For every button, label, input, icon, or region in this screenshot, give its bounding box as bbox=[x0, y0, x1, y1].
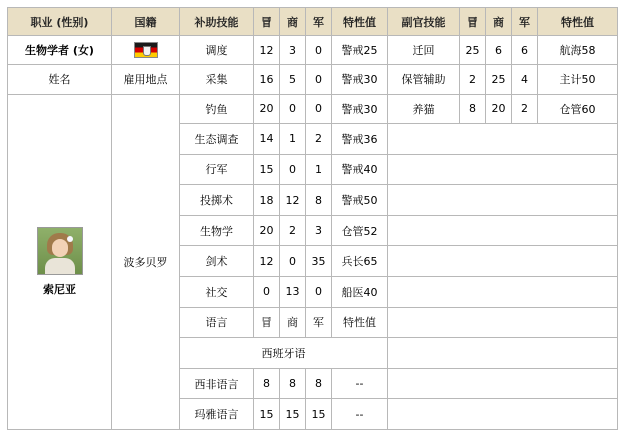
officer-skill-mil: 2 bbox=[512, 94, 538, 124]
aux-skill-mil: 0 bbox=[306, 277, 332, 308]
officer-skill-mil: 4 bbox=[512, 64, 538, 94]
aux-skill-name: 生物学 bbox=[180, 215, 254, 246]
aux-skill-adv: 20 bbox=[254, 215, 280, 246]
language-header-trait: 特性值 bbox=[332, 307, 388, 338]
language-header-name: 语言 bbox=[180, 307, 254, 338]
table-row bbox=[8, 36, 618, 64]
header-aux-skill: 补助技能 bbox=[180, 8, 254, 36]
aux-skill-name: 生态调查 bbox=[180, 124, 254, 155]
aux-skill-trade: 1 bbox=[280, 124, 306, 155]
aux-skill-trade: 0 bbox=[280, 94, 306, 124]
aux-skill-name: 社交 bbox=[180, 277, 254, 308]
empty-officer-cell bbox=[388, 338, 618, 369]
empty-officer-cell bbox=[388, 277, 618, 308]
character-name: 索尼亚 bbox=[43, 282, 76, 296]
header-row bbox=[8, 8, 618, 36]
officer-skill-adv: 8 bbox=[460, 94, 486, 124]
language-name: 西非语言 bbox=[180, 368, 254, 399]
header-trade: 商 bbox=[280, 8, 306, 36]
officer-skill-adv: 2 bbox=[460, 64, 486, 94]
aux-skill-name: 调度 bbox=[180, 36, 254, 64]
empty-officer-cell bbox=[388, 368, 618, 399]
table-row bbox=[8, 94, 618, 124]
aux-skill-mil: 2 bbox=[306, 124, 332, 155]
empty-officer-cell bbox=[388, 246, 618, 277]
aux-skill-trade: 2 bbox=[280, 215, 306, 246]
language-header-mil: 军 bbox=[306, 307, 332, 338]
header-nationality: 国籍 bbox=[112, 8, 180, 36]
aux-skill-name: 采集 bbox=[180, 64, 254, 94]
name-label: 姓名 bbox=[8, 64, 112, 94]
empty-officer-cell bbox=[388, 124, 618, 155]
character-skill-table bbox=[7, 7, 618, 430]
hire-place-value: 波多贝罗 bbox=[112, 94, 180, 430]
portrait-icon bbox=[37, 227, 83, 275]
header-profession: 职业 (性别) bbox=[8, 8, 112, 36]
aux-skill-adv: 15 bbox=[254, 154, 280, 185]
officer-skill-trade: 25 bbox=[486, 64, 512, 94]
empty-officer-cell bbox=[388, 154, 618, 185]
nationality-value bbox=[112, 36, 180, 64]
aux-skill-mil: 8 bbox=[306, 185, 332, 216]
aux-skill-trade: 0 bbox=[280, 154, 306, 185]
header-trait-2: 特性值 bbox=[538, 8, 618, 36]
aux-skill-mil: 1 bbox=[306, 154, 332, 185]
header-military: 军 bbox=[306, 8, 332, 36]
officer-skill-trait: 主计50 bbox=[538, 64, 618, 94]
language-adv: 8 bbox=[254, 368, 280, 399]
aux-skill-adv: 14 bbox=[254, 124, 280, 155]
aux-skill-trait: 警戒36 bbox=[332, 124, 388, 155]
flag-emblem bbox=[143, 46, 151, 56]
language-name: 玛雅语言 bbox=[180, 399, 254, 430]
aux-skill-trait: 仓管52 bbox=[332, 215, 388, 246]
empty-officer-cell bbox=[388, 185, 618, 216]
aux-skill-adv: 18 bbox=[254, 185, 280, 216]
aux-skill-adv: 12 bbox=[254, 246, 280, 277]
language-header-trade: 商 bbox=[280, 307, 306, 338]
aux-skill-trait: 警戒25 bbox=[332, 36, 388, 64]
native-language: 西班牙语 bbox=[180, 338, 388, 369]
aux-skill-trait: 船医40 bbox=[332, 277, 388, 308]
officer-skill-trait: 仓管60 bbox=[538, 94, 618, 124]
officer-skill-trait: 航海58 bbox=[538, 36, 618, 64]
hire-place-label: 雇用地点 bbox=[112, 64, 180, 94]
officer-skill-name: 养猫 bbox=[388, 94, 460, 124]
empty-officer-cell bbox=[388, 399, 618, 430]
character-portrait-cell bbox=[8, 94, 112, 430]
aux-skill-trait: 警戒30 bbox=[332, 94, 388, 124]
officer-skill-name: 迁回 bbox=[388, 36, 460, 64]
officer-skill-trade: 20 bbox=[486, 94, 512, 124]
aux-skill-mil: 0 bbox=[306, 36, 332, 64]
aux-skill-adv: 16 bbox=[254, 64, 280, 94]
empty-officer-cell bbox=[388, 215, 618, 246]
table-row bbox=[8, 64, 618, 94]
aux-skill-trait: 警戒40 bbox=[332, 154, 388, 185]
aux-skill-adv: 12 bbox=[254, 36, 280, 64]
officer-skill-trade: 6 bbox=[486, 36, 512, 64]
aux-skill-name: 剑术 bbox=[180, 246, 254, 277]
aux-skill-trade: 12 bbox=[280, 185, 306, 216]
header-trade-2: 商 bbox=[486, 8, 512, 36]
language-trade: 15 bbox=[280, 399, 306, 430]
flag-icon bbox=[134, 42, 158, 58]
aux-skill-mil: 3 bbox=[306, 215, 332, 246]
officer-skill-adv: 25 bbox=[460, 36, 486, 64]
aux-skill-name: 钓鱼 bbox=[180, 94, 254, 124]
language-trade: 8 bbox=[280, 368, 306, 399]
officer-skill-mil: 6 bbox=[512, 36, 538, 64]
language-trait: -- bbox=[332, 399, 388, 430]
language-mil: 15 bbox=[306, 399, 332, 430]
aux-skill-trait: 警戒50 bbox=[332, 185, 388, 216]
header-officer-skill: 副官技能 bbox=[388, 8, 460, 36]
header-military-2: 军 bbox=[512, 8, 538, 36]
header-adventure-2: 冒 bbox=[460, 8, 486, 36]
language-header-adv: 冒 bbox=[254, 307, 280, 338]
aux-skill-adv: 20 bbox=[254, 94, 280, 124]
officer-skill-name: 保管辅助 bbox=[388, 64, 460, 94]
header-trait: 特性值 bbox=[332, 8, 388, 36]
aux-skill-trait: 兵长65 bbox=[332, 246, 388, 277]
aux-skill-trade: 13 bbox=[280, 277, 306, 308]
aux-skill-mil: 0 bbox=[306, 94, 332, 124]
empty-officer-cell bbox=[388, 307, 618, 338]
aux-skill-adv: 0 bbox=[254, 277, 280, 308]
aux-skill-trade: 3 bbox=[280, 36, 306, 64]
language-adv: 15 bbox=[254, 399, 280, 430]
aux-skill-name: 投掷术 bbox=[180, 185, 254, 216]
language-mil: 8 bbox=[306, 368, 332, 399]
profession-value: 生物学者 (女) bbox=[8, 36, 112, 64]
language-trait: -- bbox=[332, 368, 388, 399]
aux-skill-trait: 警戒30 bbox=[332, 64, 388, 94]
aux-skill-trade: 5 bbox=[280, 64, 306, 94]
aux-skill-mil: 35 bbox=[306, 246, 332, 277]
aux-skill-trade: 0 bbox=[280, 246, 306, 277]
aux-skill-name: 行军 bbox=[180, 154, 254, 185]
aux-skill-mil: 0 bbox=[306, 64, 332, 94]
header-adventure: 冒 bbox=[254, 8, 280, 36]
